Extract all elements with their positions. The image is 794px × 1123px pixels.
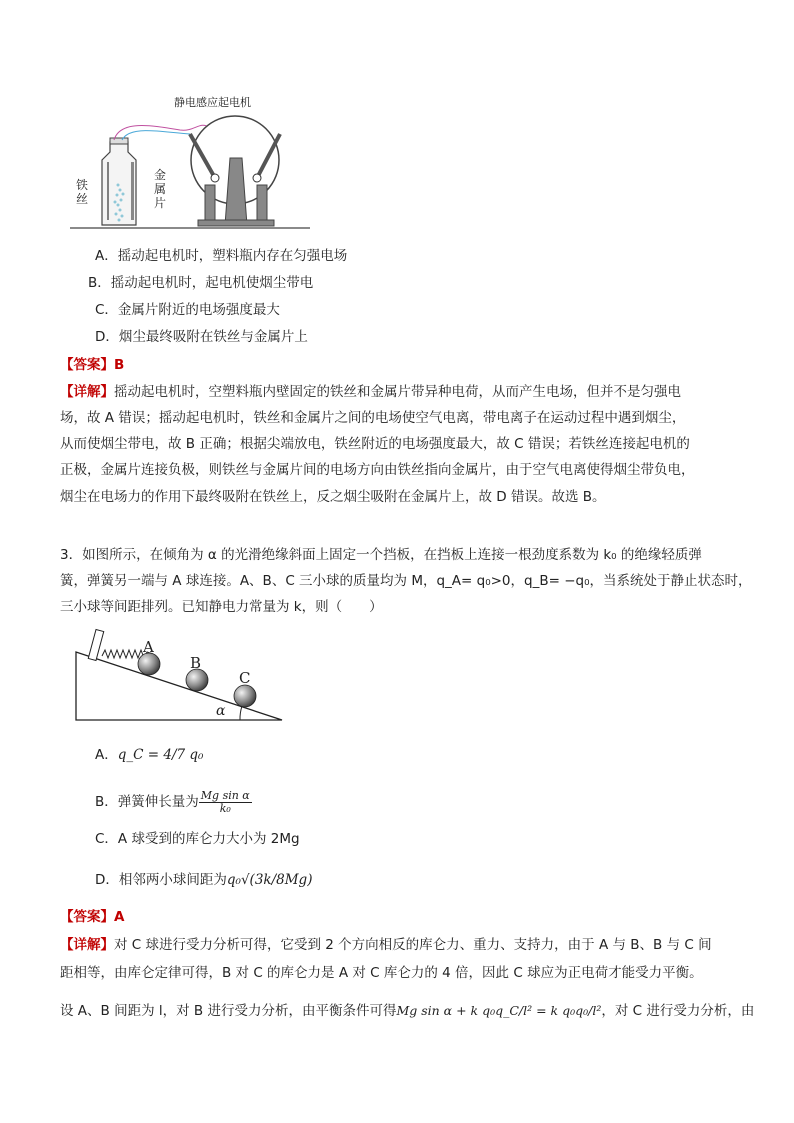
q3-answer <box>60 907 124 927</box>
detail-tag: 【详解】 <box>60 384 114 400</box>
figure-incline <box>70 620 290 725</box>
q2-option-c: C．金属片附近的电场强度最大 <box>95 302 280 318</box>
q2-answer <box>60 355 124 375</box>
equilibrium-formula: Mg sin α + k q₀q_C/l² = k q₀q₀/l² <box>396 1003 602 1018</box>
label-metal-plate: 金属片 <box>154 168 167 210</box>
answer-tag: 【答案】 <box>60 357 114 373</box>
q2-detail-line-2: 场，故 A 错误；摇动起电机时，铁丝和金属片之间的电场使空气电离，带电离子在运动过程中遇到烟尘， <box>60 410 686 426</box>
answer-tag: 【答案】 <box>60 909 114 925</box>
detail-tag: 【详解】 <box>60 937 114 953</box>
q3-option-c: C．A 球受到的库仑力大小为 2Mg <box>95 831 300 847</box>
q3-stem-line-3: 三小球等间距排列。已知静电力常量为 k，则（ ） <box>60 599 383 615</box>
q3-detail-line-3: 设 A、B 间距为 l，对 B 进行受力分析，由平衡条件可得Mg sin α + k q₀q_C/l² = k q₀q₀/l²，对 C 进行受力分析，由 <box>60 1003 755 1019</box>
answer-value: A <box>114 909 125 925</box>
q2-option-b: B．摇动起电机时，起电机使烟尘带电 <box>88 275 314 291</box>
q2-detail-line-5: 烟尘在电场力的作用下最终吸附在铁丝上，反之烟尘吸附在金属片上，故 D 错误。故选 B。 <box>60 489 606 505</box>
option-a-formula: q_C = 4/7 q₀ <box>117 747 204 763</box>
angle-label: α <box>216 703 226 719</box>
q2-detail-line-3: 从而使烟尘带电，故 B 正确；根据尖端放电，铁丝附近的电场强度最大，故 C 错误；若铁丝连接起电机的 <box>60 436 690 452</box>
ball-a-label: A <box>143 638 154 656</box>
q3-stem-line-2: 簧，弹簧另一端与 A 球连接。A、B、C 三小球的质量均为 M，q_A= q₀>0，q_B= −q₀，当系统处于静止状态时， <box>60 573 752 589</box>
q3-detail-line-2: 距相等，由库仑定律可得，B 对 C 的库仑力是 A 对 C 库仑力的 4 倍，因此 C 球应为正电荷才能受力平衡。 <box>60 965 703 981</box>
figure-electrostatic-generator <box>70 90 310 230</box>
q3-option-b: B．弹簧伸长量为 $\frac{\text{Mg sin α}}{\text{k₀}}$ <box>95 788 250 815</box>
q3-stem-line-1: 3．如图所示，在倾角为 α 的光滑绝缘斜面上固定一个挡板，在挡板上连接一根劲度系数为 k₀ 的绝缘轻质弹 <box>60 547 702 563</box>
q3-option-a: A．q_C = 4/7 q₀ <box>95 747 204 763</box>
q2-detail-line-4: 正极，金属片连接负极，则铁丝与金属片间的电场方向由铁丝指向金属片，由于空气电离使得烟尘带负电， <box>60 462 695 478</box>
generator-title: 静电感应起电机 <box>174 96 251 109</box>
q3-detail-line-1: 【详解】对 C 球进行受力分析可得，它受到 2 个方向相反的库仑力、重力、支持力，由于 A 与 B、B 与 C 间 <box>60 937 712 953</box>
label-iron-wire: 铁丝 <box>76 178 89 206</box>
option-d-formula: q₀√(3k/8Mg) <box>226 872 313 888</box>
q3-option-d: D．相邻两小球间距为q₀√(3k/8Mg) <box>95 872 313 888</box>
q2-option-a: A．摇动起电机时，塑料瓶内存在匀强电场 <box>95 248 348 264</box>
option-b-fraction: $\frac{\text{Mg sin α}}{\text{k₀}}$ <box>200 788 250 815</box>
ball-c-label: C <box>239 669 251 687</box>
q2-option-d: D．烟尘最终吸附在铁丝与金属片上 <box>95 329 308 345</box>
ball-b-label: B <box>190 654 202 672</box>
q2-detail-line-1: 【详解】摇动起电机时，空塑料瓶内壁固定的铁丝和金属片带异种电荷，从而产生电场，但并不是匀强电 <box>60 384 681 400</box>
answer-value: B <box>114 357 125 373</box>
